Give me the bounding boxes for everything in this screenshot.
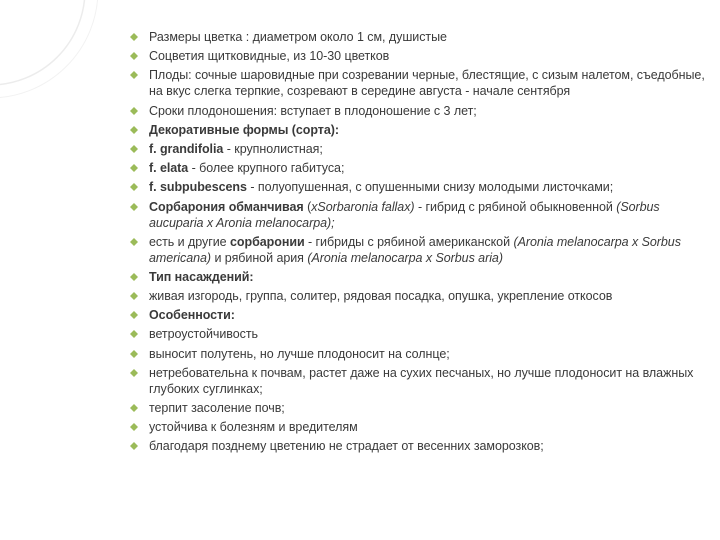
item-text: ветроустойчивость (149, 327, 258, 342)
item-text: - гибрид с рябиной обыкновенной (414, 199, 617, 214)
bold-text: f. elata (149, 161, 189, 176)
bullet-icon (130, 423, 138, 431)
item-text: - более крупного габитуса; (188, 161, 345, 176)
item-text: благодаря позднему цветению не страдает от весенних заморозков; (149, 439, 544, 454)
italic-text: (Aronia melanocarpa x Sorbus aria) (307, 250, 503, 265)
item-text: устойчива к болезням и вредителям (149, 420, 358, 435)
list-item (130, 234, 705, 266)
bold-text: Особенности: (149, 308, 235, 323)
bold-text: f. grandifolia (149, 141, 224, 156)
bullet-icon (130, 350, 138, 358)
item-text: Сроки плодоношения: вступает в плодоношение с 3 лет; (149, 103, 477, 118)
bold-text: Сорбарония обманчивая (149, 199, 304, 214)
bullet-list (130, 29, 705, 454)
item-text: ( (303, 199, 312, 214)
list-item (130, 269, 705, 285)
bullet-icon (130, 238, 138, 246)
corner-decoration (0, 0, 140, 140)
bullet-icon (130, 126, 138, 134)
list-item (130, 141, 705, 157)
bold-text: сорбаронии (230, 234, 305, 249)
italic-text: (Aronia melanocarpa x Sorbus americana) (149, 234, 681, 265)
bullet-icon (130, 330, 138, 338)
bold-text: Декоративные формы (сорта): (149, 122, 340, 137)
bold-text: f. subpubescens (149, 180, 247, 195)
item-text: Соцветия щитковидные, из 10-30 цветков (149, 49, 390, 64)
slide-body (130, 29, 705, 458)
bullet-icon (130, 71, 138, 79)
bullet-icon (130, 164, 138, 172)
item-text: и рябиной ария (211, 250, 308, 265)
list-item (130, 307, 705, 323)
list-item (130, 326, 705, 342)
bullet-icon (130, 183, 138, 191)
bullet-icon (130, 145, 138, 153)
item-text: нетребовательна к почвам, растет даже на сухих песчаных, но лучше плодоносит на влажных глубоких суглинках; (149, 365, 694, 396)
item-text: есть и другие (149, 234, 230, 249)
italic-text: (Sorbus aucuparia x Aronia melanocarpa); (149, 199, 660, 230)
list-item (130, 400, 705, 416)
item-text: - крупнолистная; (223, 141, 323, 156)
list-item (130, 365, 705, 397)
italic-text: xSorbaronia fallax) (311, 199, 415, 214)
list-item (130, 419, 705, 435)
list-item (130, 29, 705, 45)
bullet-icon (130, 52, 138, 60)
bullet-icon (130, 273, 138, 281)
bullet-icon (130, 404, 138, 412)
bullet-icon (130, 33, 138, 41)
item-text: выносит полутень, но лучше плодоносит на солнце; (149, 346, 450, 361)
item-text: - полуопушенная, с опушенными снизу молодыми листочками; (246, 180, 614, 195)
bullet-icon (130, 442, 138, 450)
list-item (130, 67, 705, 99)
list-item (130, 103, 705, 119)
bullet-icon (130, 107, 138, 115)
list-item (130, 288, 705, 304)
item-text: живая изгородь, группа, солитер, рядовая посадка, опушка, укрепление откосов (149, 289, 613, 304)
item-text: - гибриды с рябиной американской (304, 234, 514, 249)
bold-text: Тип насаждений: (149, 269, 254, 284)
list-item (130, 346, 705, 362)
item-text: Плоды: сочные шаровидные при созревании черные, блестящие, с сизым налетом, съедобные, на вкус слегка терпкие, созревают в середине августа - начале сентября (149, 68, 705, 99)
bullet-icon (130, 292, 138, 300)
bullet-icon (130, 203, 138, 211)
list-item (130, 122, 705, 138)
list-item (130, 438, 705, 454)
bullet-icon (130, 369, 138, 377)
bullet-icon (130, 311, 138, 319)
list-item (130, 179, 705, 195)
item-text: Размеры цветка : диаметром около 1 см, душистые (149, 30, 447, 44)
list-item (130, 160, 705, 176)
list-item (130, 48, 705, 64)
item-text: терпит засоление почв; (149, 401, 285, 415)
list-item (130, 199, 705, 231)
